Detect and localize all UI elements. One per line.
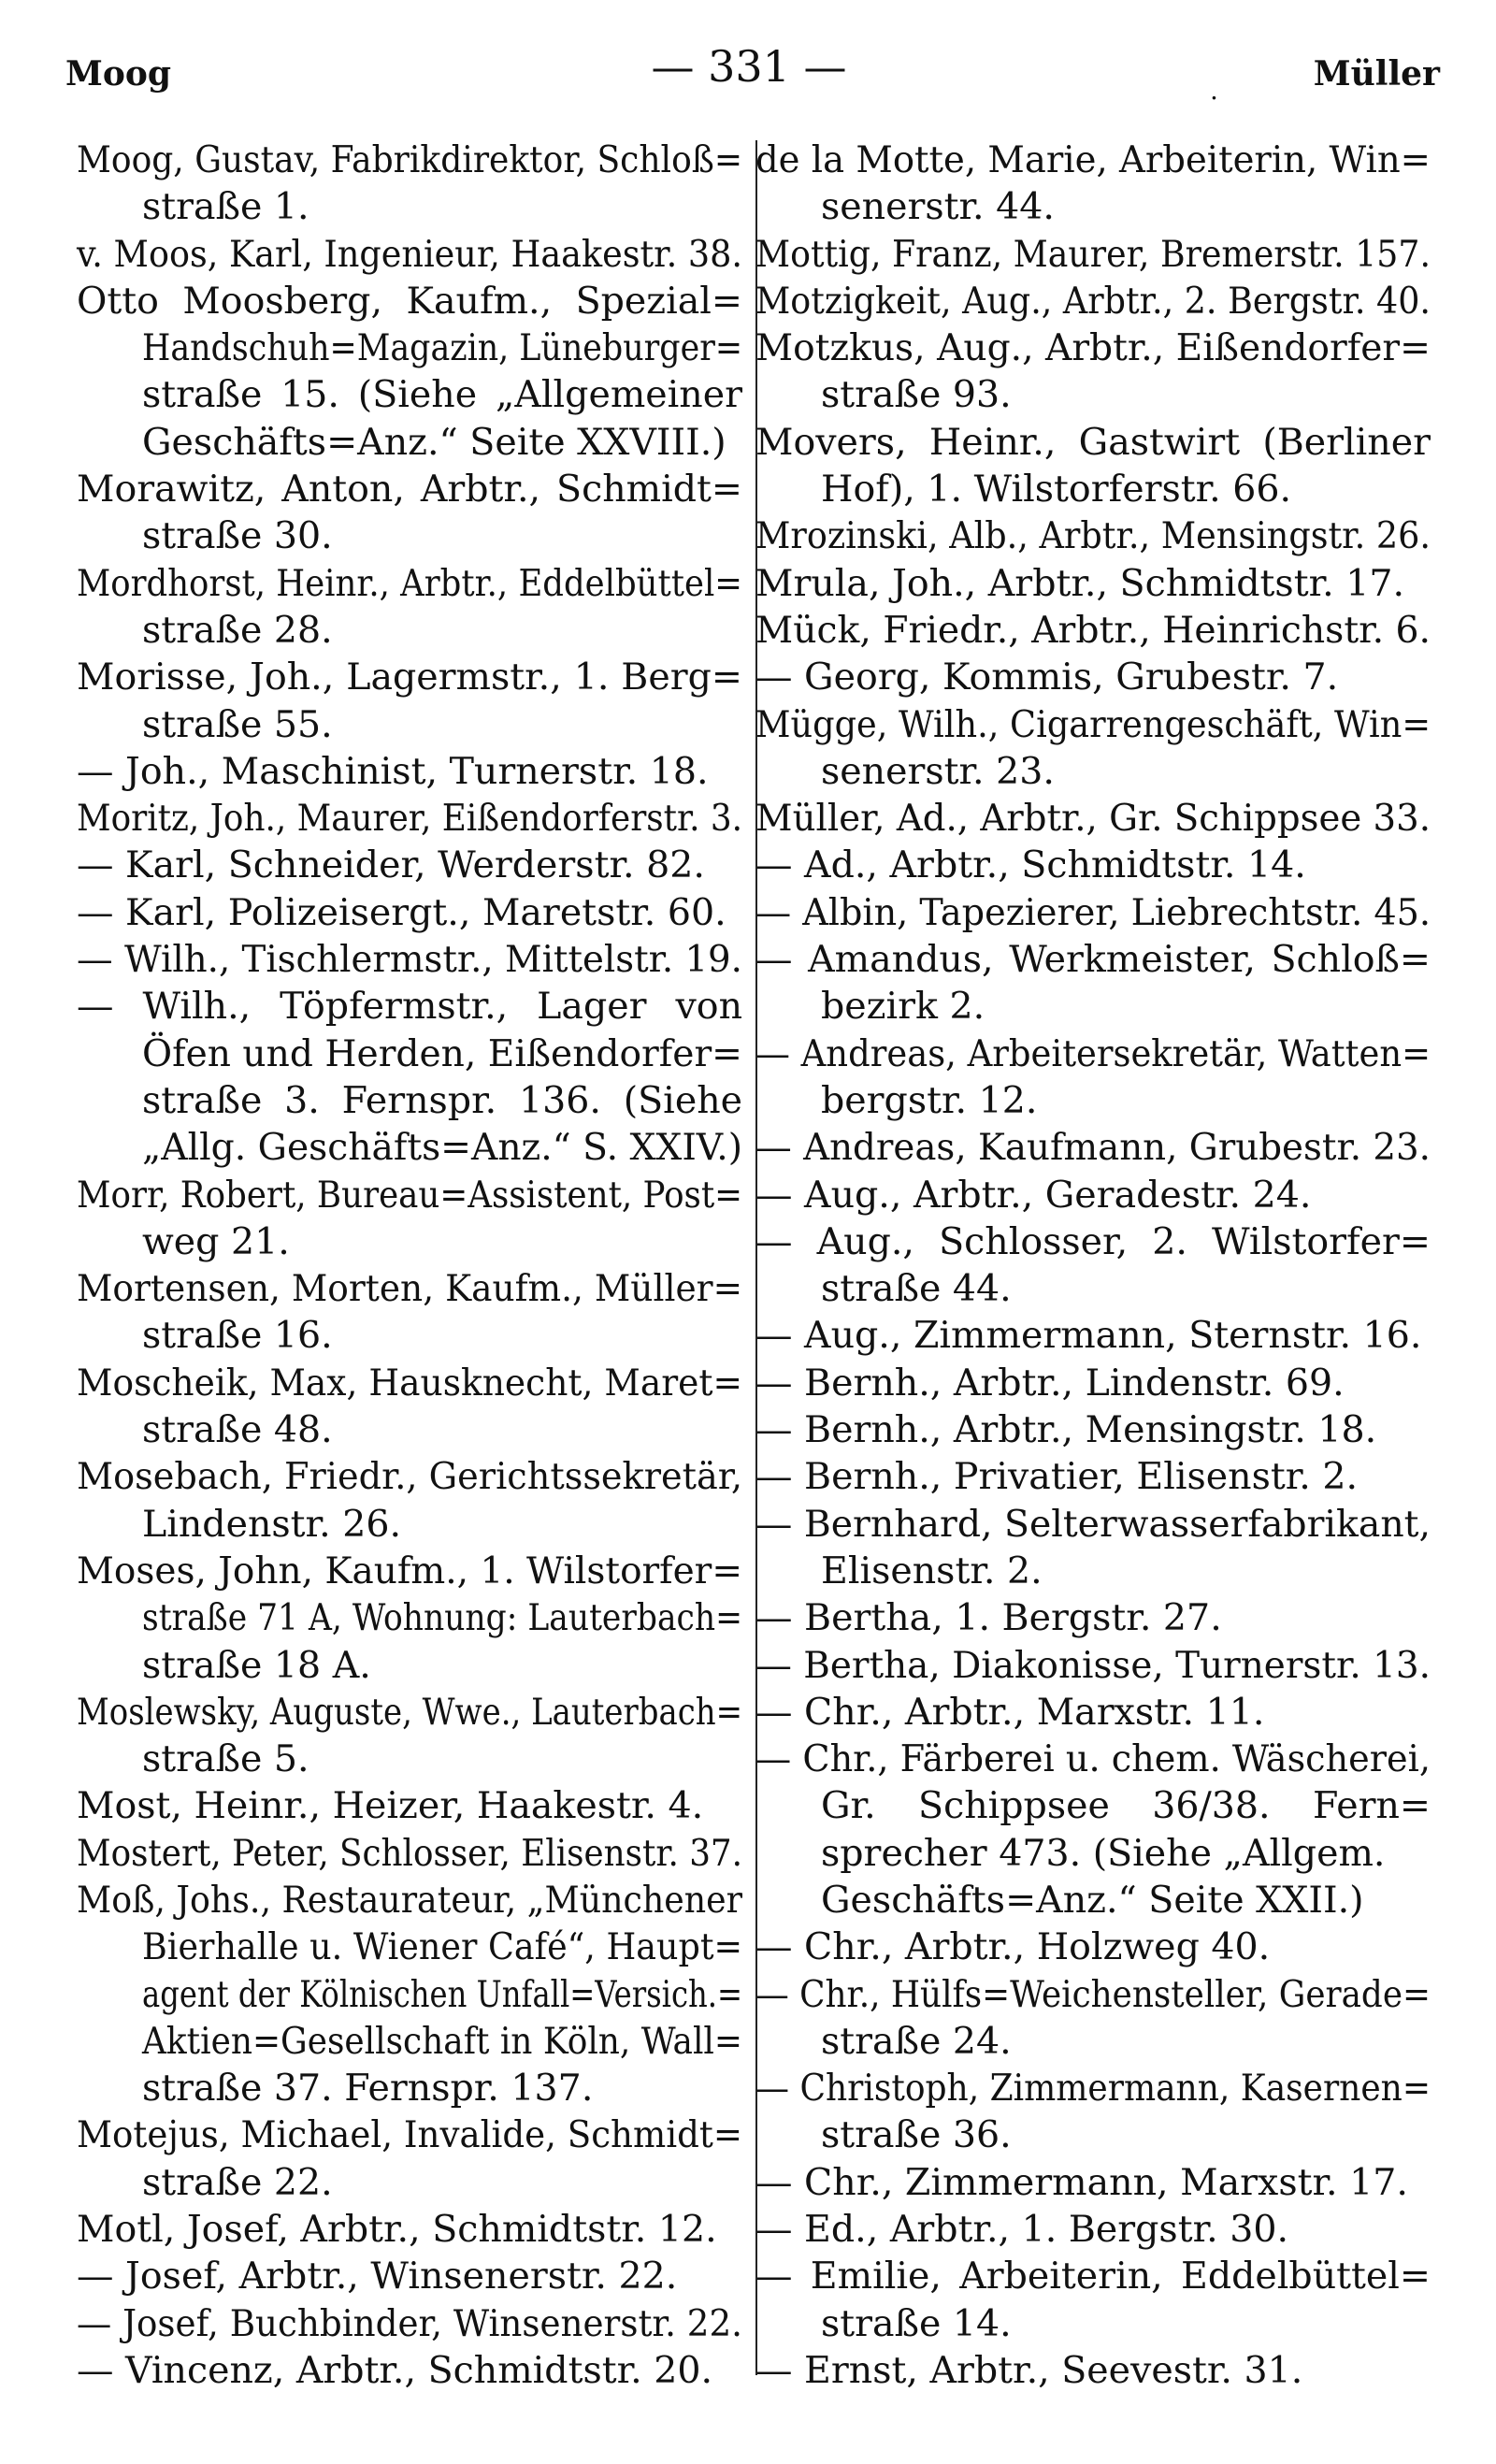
directory-line: Aktien=Gesellschaft in Köln, Wall= bbox=[142, 2019, 743, 2063]
right-column bbox=[755, 137, 1431, 2394]
directory-line: — Albin, Tapezierer, Liebrechtstr. 45. bbox=[755, 890, 1431, 934]
page-number: — 331 — bbox=[651, 41, 847, 92]
directory-line: Mügge, Wilh., Cigarrengeschäft, Win= bbox=[755, 702, 1431, 746]
directory-line: Most, Heinr., Heizer, Haakestr. 4. bbox=[77, 1784, 704, 1828]
directory-line: straße 36. bbox=[821, 2113, 1012, 2157]
directory-line: — Karl, Polizeisergt., Maretstr. 60. bbox=[77, 890, 726, 934]
directory-line: — Bertha, 1. Bergstr. 27. bbox=[755, 1596, 1222, 1640]
directory-line: Morisse, Joh., Lagermstr., 1. Berg= bbox=[77, 656, 742, 699]
directory-line: Moß, Johs., Restaurateur, „Münchener bbox=[77, 1878, 743, 1922]
directory-line: Bierhalle u. Wiener Café“, Haupt= bbox=[142, 1925, 743, 1969]
directory-line: de la Motte, Marie, Arbeiterin, Win= bbox=[755, 138, 1431, 181]
directory-line: Otto Moosberg, Kaufm., Spezial= bbox=[77, 279, 743, 323]
directory-line: straße 1. bbox=[142, 185, 309, 229]
directory-line: straße 44. bbox=[821, 1267, 1012, 1311]
directory-line: Lindenstr. 26. bbox=[142, 1502, 402, 1546]
directory-line: — Aug., Arbtr., Geradestr. 24. bbox=[755, 1173, 1312, 1217]
directory-line: Handschuh=Magazin, Lüneburger= bbox=[142, 326, 743, 370]
directory-line: — Josef, Buchbinder, Winsenerstr. 22. bbox=[77, 2301, 743, 2345]
directory-line: Moritz, Joh., Maurer, Eißendorferstr. 3. bbox=[77, 797, 743, 841]
directory-line: Morr, Robert, Bureau=Assistent, Post= bbox=[77, 1173, 743, 1217]
directory-line: senerstr. 44. bbox=[821, 185, 1055, 229]
directory-line: v. Moos, Karl, Ingenieur, Haakestr. 38. bbox=[77, 232, 742, 276]
directory-line: bezirk 2. bbox=[821, 985, 985, 1029]
directory-line: — Chr., Hülfs=Weichensteller, Gerade= bbox=[755, 1972, 1431, 2016]
directory-line: Motejus, Michael, Invalide, Schmidt= bbox=[77, 2113, 742, 2157]
directory-line: weg 21. bbox=[142, 1219, 290, 1263]
directory-line: — Ad., Arbtr., Schmidtstr. 14. bbox=[755, 843, 1306, 887]
directory-line: bergstr. 12. bbox=[821, 1078, 1038, 1122]
directory-line: — Bernh., Arbtr., Lindenstr. 69. bbox=[755, 1361, 1345, 1405]
directory-line: straße 24. bbox=[821, 2019, 1012, 2063]
directory-line: — Chr., Arbtr., Marxstr. 11. bbox=[755, 1690, 1265, 1734]
directory-line: straße 48. bbox=[142, 1408, 333, 1452]
directory-line: Movers, Heinr., Gastwirt (Berliner bbox=[755, 420, 1431, 464]
directory-line: — Andreas, Arbeitersekretär, Watten= bbox=[755, 1031, 1431, 1075]
directory-line: — Bernh., Privatier, Elisenstr. 2. bbox=[755, 1455, 1359, 1499]
directory-line: — Wilh., Töpfermstr., Lager von bbox=[77, 985, 743, 1029]
directory-line: Gr. Schippsee 36/38. Fern= bbox=[821, 1784, 1431, 1828]
directory-line: Geschäfts=Anz.“ Seite XXVIII.) bbox=[142, 420, 726, 464]
directory-line: — Christoph, Zimmermann, Kasernen= bbox=[755, 2067, 1431, 2111]
header-dot: . bbox=[1210, 75, 1218, 106]
directory-line: Moses, John, Kaufm., 1. Wilstorfer= bbox=[77, 1549, 743, 1592]
directory-line: straße 37. Fernspr. 137. bbox=[142, 2067, 594, 2111]
directory-line: Motl, Josef, Arbtr., Schmidtstr. 12. bbox=[77, 2208, 717, 2252]
directory-line: straße 93. bbox=[821, 373, 1012, 417]
directory-line: — Josef, Arbtr., Winsenerstr. 22. bbox=[77, 2255, 678, 2298]
directory-line: straße 5. bbox=[142, 1737, 309, 1781]
directory-line: Motzkus, Aug., Arbtr., Eißendorfer= bbox=[755, 326, 1431, 370]
directory-line: straße 28. bbox=[142, 608, 333, 652]
directory-line: — Chr., Arbtr., Holzweg 40. bbox=[755, 1925, 1271, 1969]
directory-line: — Chr., Zimmermann, Marxstr. 17. bbox=[755, 2160, 1408, 2204]
directory-line: senerstr. 23. bbox=[821, 749, 1055, 793]
directory-line: straße 30. bbox=[142, 514, 333, 558]
directory-line: sprecher 473. (Siehe „Allgem. bbox=[821, 1831, 1386, 1875]
directory-line: Mrula, Joh., Arbtr., Schmidtstr. 17. bbox=[755, 561, 1405, 605]
directory-line: Morawitz, Anton, Arbtr., Schmidt= bbox=[77, 468, 743, 512]
directory-line: Geschäfts=Anz.“ Seite XXII.) bbox=[821, 1878, 1364, 1922]
directory-line: — Ed., Arbtr., 1. Bergstr. 30. bbox=[755, 2208, 1289, 2252]
header-first-entry: Moog bbox=[65, 54, 172, 94]
directory-line: straße 71 A, Wohnung: Lauterbach= bbox=[142, 1596, 743, 1640]
directory-line: Mostert, Peter, Schlosser, Elisenstr. 37. bbox=[77, 1831, 743, 1875]
directory-line: — Aug., Schlosser, 2. Wilstorfer= bbox=[755, 1219, 1431, 1263]
directory-line: „Allg. Geschäfts=Anz.“ S. XXIV.) bbox=[142, 1126, 742, 1170]
directory-line: Öfen und Herden, Eißendorfer= bbox=[142, 1031, 742, 1075]
directory-line: Moscheik, Max, Hausknecht, Maret= bbox=[77, 1361, 742, 1405]
directory-line: Moog, Gustav, Fabrikdirektor, Schloß= bbox=[77, 138, 742, 181]
directory-line: agent der Kölnischen Unfall=Versich.= bbox=[142, 1972, 742, 2016]
directory-line: — Bertha, Diakonisse, Turnerstr. 13. bbox=[755, 1643, 1431, 1687]
directory-line: Mordhorst, Heinr., Arbtr., Eddelbüttel= bbox=[77, 561, 742, 605]
directory-line: — Aug., Zimmermann, Sternstr. 16. bbox=[755, 1314, 1422, 1358]
directory-line: — Bernhard, Selterwasserfabrikant, bbox=[755, 1502, 1431, 1546]
directory-line: Mück, Friedr., Arbtr., Heinrichstr. 6. bbox=[755, 608, 1431, 652]
directory-line: Mrozinski, Alb., Arbtr., Mensingstr. 26. bbox=[755, 514, 1431, 558]
directory-line: — Karl, Schneider, Werderstr. 82. bbox=[77, 843, 705, 887]
directory-line: straße 55. bbox=[142, 702, 333, 746]
directory-line: straße 3. Fernspr. 136. (Siehe bbox=[142, 1078, 743, 1122]
directory-line: — Wilh., Tischlermstr., Mittelstr. 19. bbox=[77, 938, 742, 982]
directory-line: — Vincenz, Arbtr., Schmidtstr. 20. bbox=[77, 2348, 713, 2392]
directory-line: straße 14. bbox=[821, 2301, 1012, 2345]
directory-line: — Georg, Kommis, Grubestr. 7. bbox=[755, 656, 1339, 699]
page-header bbox=[58, 37, 1440, 106]
directory-line: — Ernst, Arbtr., Seevestr. 31. bbox=[755, 2348, 1303, 2392]
directory-line: Motzigkeit, Aug., Arbtr., 2. Bergstr. 40. bbox=[755, 279, 1431, 323]
directory-line: — Emilie, Arbeiterin, Eddelbüttel= bbox=[755, 2255, 1431, 2298]
directory-line: — Joh., Maschinist, Turnerstr. 18. bbox=[77, 749, 709, 793]
directory-line: — Chr., Färberei u. chem. Wäscherei, bbox=[755, 1737, 1431, 1781]
directory-line: — Andreas, Kaufmann, Grubestr. 23. bbox=[755, 1126, 1431, 1170]
directory-line: Hof), 1. Wilstorferstr. 66. bbox=[821, 468, 1292, 512]
directory-line: straße 16. bbox=[142, 1314, 333, 1358]
header-last-entry: Müller bbox=[1313, 54, 1440, 94]
left-column bbox=[77, 137, 742, 2394]
directory-line: Müller, Ad., Arbtr., Gr. Schippsee 33. bbox=[755, 797, 1431, 841]
directory-line: Mosebach, Friedr., Gerichtssekretär, bbox=[77, 1455, 742, 1499]
directory-line: Elisenstr. 2. bbox=[821, 1549, 1043, 1592]
directory-line: straße 15. (Siehe „Allgemeiner bbox=[142, 373, 743, 417]
directory-line: — Bernh., Arbtr., Mensingstr. 18. bbox=[755, 1408, 1377, 1452]
directory-line: Moslewsky, Auguste, Wwe., Lauterbach= bbox=[77, 1690, 743, 1734]
directory-line: straße 18 A. bbox=[142, 1643, 371, 1687]
directory-line: straße 22. bbox=[142, 2160, 333, 2204]
directory-line: Mortensen, Morten, Kaufm., Müller= bbox=[77, 1267, 743, 1311]
directory-line: — Amandus, Werkmeister, Schloß= bbox=[755, 938, 1431, 982]
directory-line: Mottig, Franz, Maurer, Bremerstr. 157. bbox=[755, 232, 1431, 276]
